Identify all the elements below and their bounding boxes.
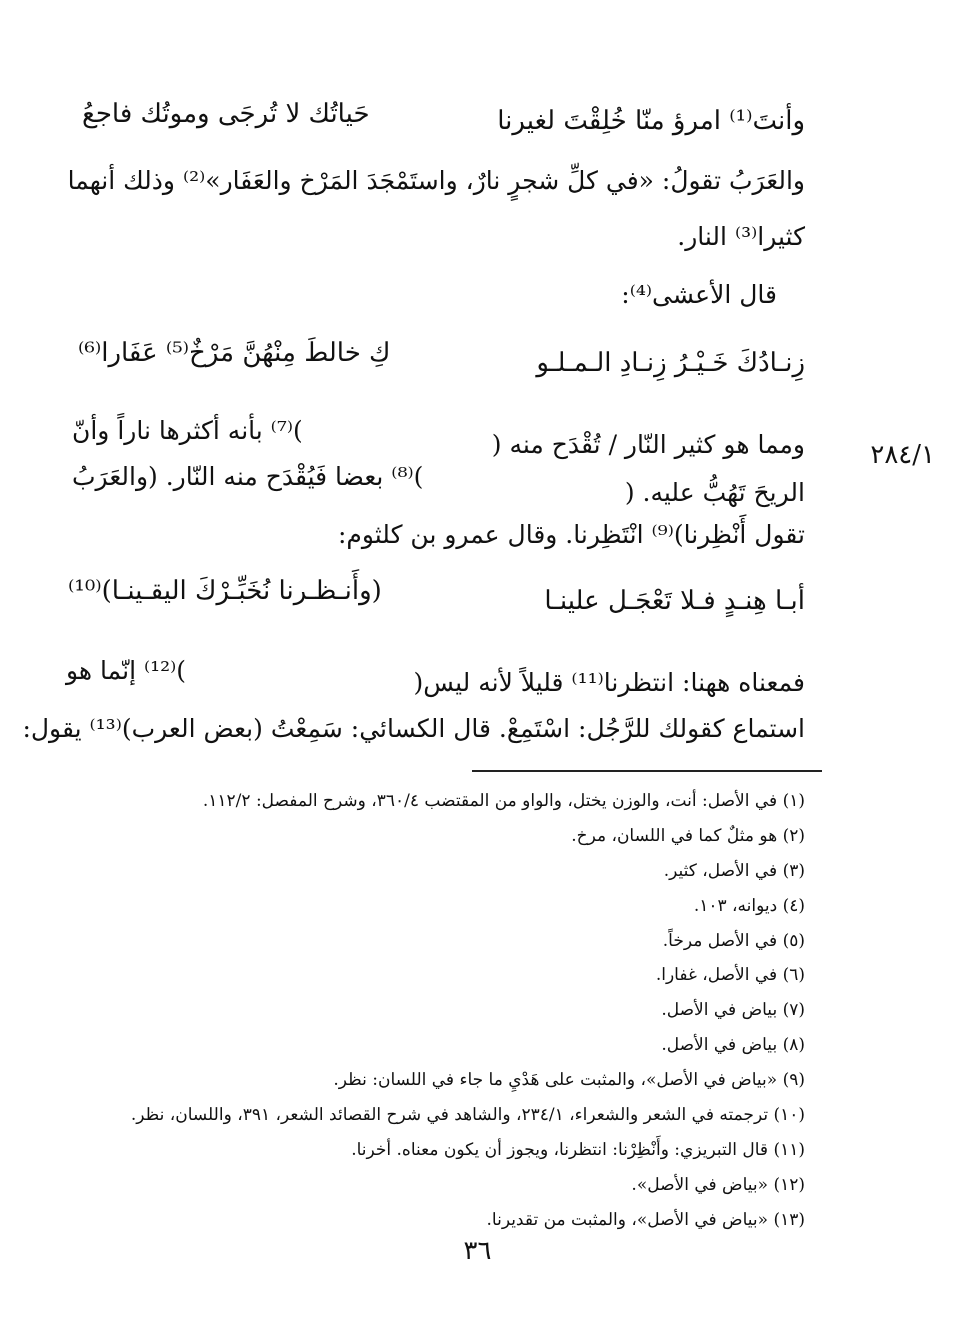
verse3-second-hemistich: (وأَنـظـرنا نُخَبِّـرْكَ اليقـينـا)⁽¹⁰⁾ [68,576,382,606]
quote-intro-asha: قال الأعشى⁽⁴⁾: [621,280,777,309]
para1-line1: والعَرَبُ تقولُ: «في كلِّ شجرٍ نارٌ، واستَمْجَدَ المَرْخ والعَفَار»⁽²⁾ وذلك أنهما [67,166,805,195]
verse1-first-hemistich: وأنتَ⁽¹⁾ امرؤ منّا خُلِقْتَ لغيرنا [497,106,805,136]
footnote-10: (١٠) ترجمته في الشعر والشعراء، ٢٣٤/١، والشاهد في شرح القصائد الشعر، ٣٩١، واللسان، نظر. [130,1105,805,1125]
footnote-3: (٣) في الأصل، كثير. [663,861,805,881]
footnote-separator [472,770,822,772]
footnote-13: (١٣) «بياض في الأصل»، والمثبت من تقديرنا. [486,1210,805,1230]
para3-line1-right: فمعناه ههنا: انتظرنا⁽¹¹⁾ قليلاً لأنه ليس( [413,668,805,697]
para2-line2-left: )⁽⁸⁾ بعضا فَيُقْدَح منه النّار. (والعَرَبُ [72,462,424,491]
margin-folio-note: ٢٨٤/١ [870,440,935,470]
verse2-first-hemistich: زِنـادُكَ خَـيْـرُ زِنـادِ الـمـلـو [536,348,805,378]
para2-line2-right: الريحَ تَهُبُّ عليه. ( [624,478,805,507]
footnote-11: (١١) قال التبريزي: وأَنْظِرْنا: انتظرنا، ويجوز أن يكون معناه. أخرنا. [351,1140,805,1160]
footnote-1: (١) في الأصل: أنت، والوزن يختل، والواو من المقتضب ٣٦٠/٤، وشرح المفصل: ١١٢/٢. [202,791,805,811]
verse2-second-hemistich: كِ خالطَ مِنْهُنَّ مَرْخٌ⁽⁵⁾ عَفَارا⁽⁶⁾ [78,338,391,368]
footnote-6: (٦) في الأصل، غفارا. [655,965,805,985]
footnote-7: (٧) بياض في الأصل. [661,1000,805,1020]
verse3-first-hemistich: أبـا هِنـدٍ فـلا تَعْجَـل علينـا [544,586,805,616]
para2-line1-right: ومما هو كثير النّار / تُقْدَح منه ( [491,430,805,459]
footnote-2: (٢) هو مثلٌ كما في اللسان، مرخ. [571,826,805,846]
verse1-second-hemistich: حَياتُك لا تُرجَى وموتُك فاجعُ [82,99,370,129]
footnote-9: (٩) «بياض في الأصل»، والمثبت على هَدْيِ ما جاء في اللسان: نظر. [333,1070,805,1090]
para3-line1-left: )⁽¹²⁾ إنّما هو [66,656,187,685]
para1-line2: كثيرا⁽³⁾ النار. [677,222,805,251]
footnote-8: (٨) بياض في الأصل. [661,1035,805,1055]
page-number: ٣٦ [463,1236,492,1266]
para2-line1-left: )⁽⁷⁾ بأنه أكثرها ناراً وأنّ [72,416,303,445]
footnote-12: (١٢) «بياض في الأصل». [631,1175,805,1195]
footnote-4: (٤) ديوانه، ١٠٣. [693,896,805,916]
para2-line3: تقول أَنْظِرنا)⁽⁹⁾ انْتَظِرنا. وقال عمرو بن كلثوم: [337,520,805,549]
para3-line2: استماع كقولك للرَّجُل: اسْتَمِعْ. قال الكسائي: سَمِعْتُ (بعض العرب)⁽¹³⁾ يقول: [22,714,805,743]
footnote-5: (٥) في الأصل مرخاً. [662,931,805,951]
